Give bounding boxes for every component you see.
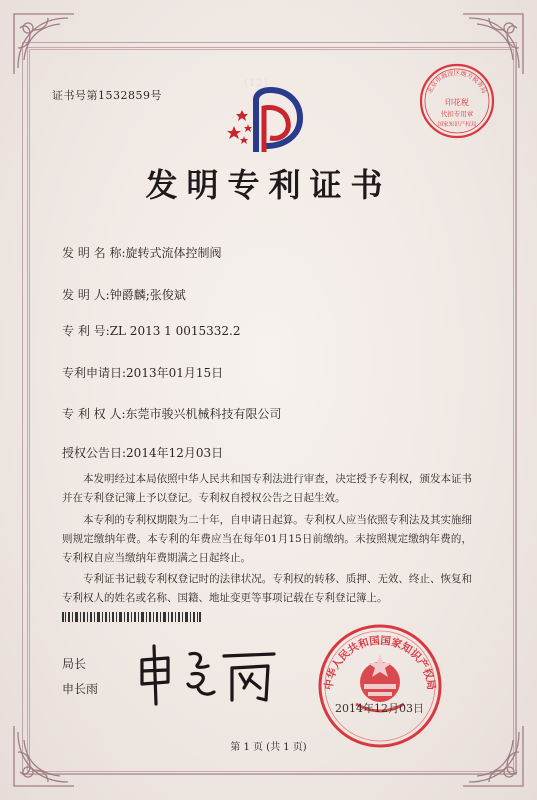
patent-number-label: 专 利 号: bbox=[62, 324, 110, 338]
official-seal bbox=[316, 622, 444, 750]
certificate-number: 证书号第1532859号 bbox=[52, 89, 162, 102]
official-seal-arc-text: 中华人民共和国国家知识产权局 bbox=[322, 634, 438, 691]
paragraph-legal-status: 专利证书记载专利权登记时的法律状况。专利权的转移、质押、无效、终止、恢复和专利权人的姓名或名称、国籍、地址变更等事项记载在专利登记簿上。 bbox=[62, 573, 472, 604]
filing-date-label: 专利申请日: bbox=[62, 366, 127, 380]
seal-date: 2014年12月03日 bbox=[335, 702, 424, 715]
filing-date-row bbox=[62, 364, 223, 381]
corner-ornament-bottom-right bbox=[459, 722, 529, 792]
inventors-value: 钟爵麟;张俊斌 bbox=[109, 288, 186, 302]
tax-stamp-seal bbox=[418, 62, 496, 140]
patent-office-emblem-icon bbox=[222, 80, 310, 158]
director-title: 局长 bbox=[62, 657, 87, 671]
patentee-value: 东莞市骏兴机械科技有限公司 bbox=[125, 407, 282, 421]
paragraph-term-fees: 本专利的专利权期限为二十年，自申请日起算。专利权人应当依照专利法及其实施细则规定缴纳年费。本专利的年费应当在每年01月15日前缴纳。未按照规定缴纳年费的，专利权自应当缴纳年费期满之日起终止。 bbox=[62, 514, 472, 564]
tax-stamp-arc-text: 北京市海淀区地方税务局 bbox=[426, 70, 488, 95]
tax-stamp-bottom-text: 代扣专用章 bbox=[440, 110, 474, 118]
director-signature bbox=[128, 638, 278, 708]
inventors-label: 发 明 人: bbox=[62, 288, 110, 302]
page-footer: 第 1 页 (共 1 页) bbox=[230, 742, 307, 753]
document-code: (12) bbox=[244, 78, 269, 89]
grant-date-value: 2014年12月03日 bbox=[126, 446, 224, 460]
paragraph-grant-statement: 本发明经过本局依照中华人民共和国专利法进行审查，决定授予专利权，颁发本证书并在专利登记簿上予以登记。专利权自授权公告之日起生效。 bbox=[62, 473, 472, 504]
grant-date-label: 授权公告日: bbox=[62, 446, 127, 460]
invention-name-row bbox=[62, 244, 222, 261]
patentee-label: 专 利 权 人: bbox=[62, 407, 126, 421]
corner-ornament-bottom-left bbox=[8, 722, 78, 792]
tax-stamp-center-text: 印花税 bbox=[445, 98, 469, 107]
patent-number-value: ZL 2013 1 0015332.2 bbox=[109, 324, 241, 338]
grant-date-row bbox=[62, 444, 223, 461]
inventors-row bbox=[62, 286, 186, 303]
filing-date-value: 2013年01月15日 bbox=[126, 366, 224, 380]
barcode-icon bbox=[62, 612, 202, 622]
corner-ornament-top-left bbox=[8, 8, 78, 78]
patentee-row bbox=[62, 405, 282, 422]
tax-stamp-code: 国家知识产权局 bbox=[437, 122, 477, 128]
director-name: 申长雨 bbox=[62, 682, 99, 696]
patent-number-row bbox=[62, 322, 241, 339]
certificate-title: 发明专利证书 bbox=[145, 166, 392, 204]
invention-name-value: 旋转式流体控制阀 bbox=[125, 246, 222, 260]
invention-name-label: 发 明 名 称: bbox=[62, 246, 126, 260]
